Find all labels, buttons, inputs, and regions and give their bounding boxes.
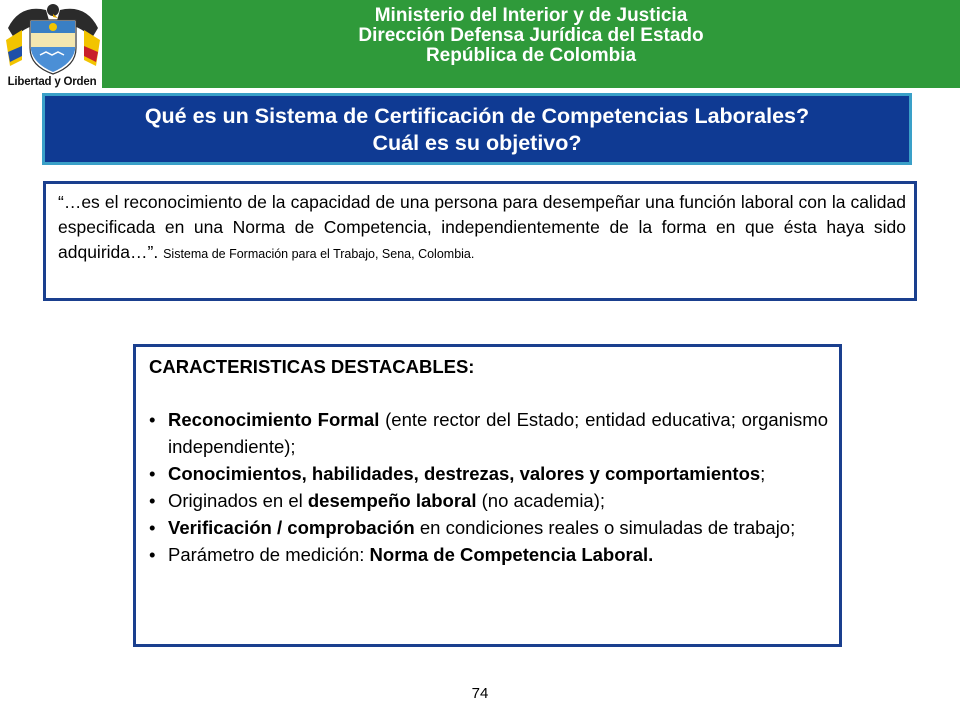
header-line-ministry: Ministerio del Interior y de Justicia (374, 5, 688, 26)
bullet-icon: • (149, 409, 156, 430)
item-prefix: Originados en el (168, 490, 308, 511)
title-line-1: Qué es un Sistema de Certificación de Competencias Laborales? (144, 104, 810, 128)
characteristics-heading: CARACTERISTICAS DESTACABLES: (149, 356, 475, 377)
item-text: (no academia); (476, 490, 606, 511)
bullet-icon: • (149, 463, 156, 484)
list-item (149, 541, 828, 568)
coat-of-arms-logo (0, 0, 106, 94)
page-number: 74 (471, 685, 489, 702)
item-bold: Conocimientos, habilidades, destrezas, valores y comportamientos (168, 463, 761, 484)
item-bold: desempeño laboral (307, 490, 477, 511)
definition-quote: “…es el reconocimiento de la capacidad de una persona para desempeñar una función laboral con la calidad especificada en una Norma de Competencia, independientemente de la forma en que ésta haya sido adquirida…”. (58, 192, 906, 262)
ministry-header (102, 0, 960, 88)
quote-source: Sistema de Formación para el Trabajo, Sena, Colombia. (163, 247, 475, 261)
list-item (149, 460, 828, 487)
item-bold: Reconocimiento Formal (168, 409, 380, 430)
list-item (149, 406, 828, 460)
list-item (149, 487, 828, 514)
item-text: en condiciones reales o simuladas de trabajo; (414, 517, 796, 538)
list-item (149, 514, 828, 541)
crest-motto: Libertad y Orden (7, 76, 97, 88)
header-line-directorate: Dirección Defensa Jurídica del Estado (358, 25, 704, 46)
characteristics-box (133, 344, 842, 647)
title-line-2: Cuál es su objetivo? (372, 131, 582, 155)
item-bold: Norma de Competencia Laboral. (369, 544, 654, 565)
bullet-icon: • (149, 517, 156, 538)
item-text: (ente rector del Estado; entidad educativa; organismo independiente); (168, 409, 828, 457)
colombia-coat-of-arms-icon (0, 0, 106, 78)
item-text: ; (760, 463, 766, 484)
item-bold: Verificación / comprobación (168, 517, 415, 538)
definition-quote-box (43, 181, 917, 301)
bullet-icon: • (149, 544, 156, 565)
item-prefix: Parámetro de medición: (168, 544, 370, 565)
slide-title (42, 93, 912, 165)
header-line-country: República de Colombia (425, 45, 637, 66)
bullet-icon: • (149, 490, 156, 511)
